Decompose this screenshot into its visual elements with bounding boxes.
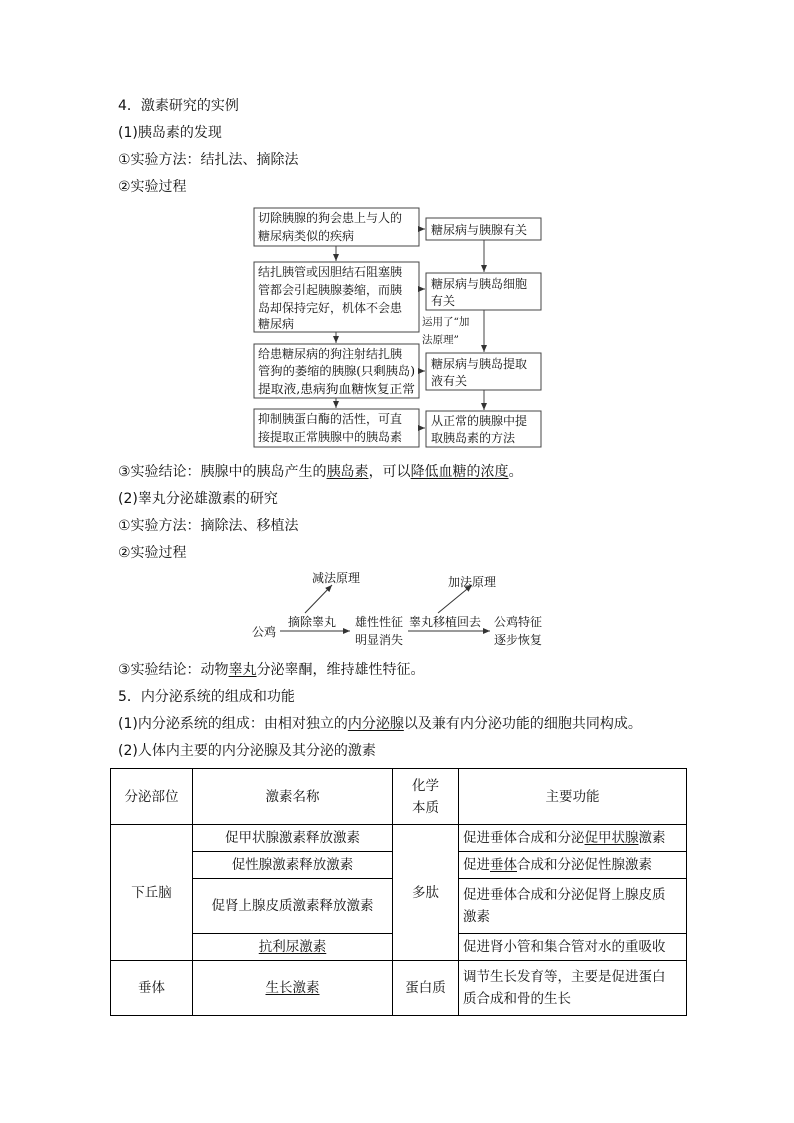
endocrine-glands-table bbox=[110, 768, 687, 1016]
section-4-heading: 4．激素研究的实例 bbox=[118, 98, 239, 114]
endocrine-composition: (1)内分泌系统的组成：由相对独立的内分泌腺以及兼有内分泌功能的细胞共同构成。 bbox=[118, 716, 642, 732]
testis-method: ①实验方法：摘除法、移植法 bbox=[118, 518, 299, 534]
start-rooster: 公鸡 bbox=[252, 625, 277, 639]
right-box-3-line: 糖尿病与胰岛提取 bbox=[431, 357, 528, 371]
arrow-principle-1 bbox=[305, 585, 332, 613]
header-function: 主要功能 bbox=[459, 769, 687, 825]
header-name: 激素名称 bbox=[193, 769, 393, 825]
right-box-4-line: 从正常的胰腺中提 bbox=[431, 414, 528, 428]
insulin-method: ①实验方法：结扎法、摘除法 bbox=[118, 152, 299, 168]
hormone-name: 促肾上腺皮质激素释放激素 bbox=[193, 879, 393, 934]
hormone-name: 生长激素 bbox=[193, 961, 393, 1016]
left-box-4-line: 抑制胰蛋白酶的活性，可直 bbox=[258, 412, 403, 426]
right-box-2-line: 糖尿病与胰岛细胞 bbox=[431, 277, 528, 291]
nature-polypeptide: 多肽 bbox=[393, 825, 459, 961]
left-box-2-line: 岛却保持完好，机体不会患 bbox=[258, 301, 403, 315]
mid-result: 雄性性征 bbox=[355, 615, 404, 629]
site-hypothalamus: 下丘脑 bbox=[111, 825, 193, 961]
right-box-1-line: 糖尿病与胰腺有关 bbox=[431, 223, 528, 237]
hormone-name: 促甲状腺激素释放激素 bbox=[193, 825, 393, 852]
insulin-conclusion: ③实验结论：胰腺中的胰岛产生的胰岛素，可以降低血糖的浓度。 bbox=[118, 464, 523, 480]
hormone-name: 促性腺激素释放激素 bbox=[193, 852, 393, 879]
principle-subtraction: 减法原理 bbox=[312, 571, 361, 585]
hormone-function: 促进垂体合成和分泌促甲状腺激素 bbox=[459, 825, 687, 852]
principle-addition: 加法原理 bbox=[448, 575, 497, 589]
hormone-name: 抗利尿激素 bbox=[193, 934, 393, 961]
insulin-title: (1)胰岛素的发现 bbox=[118, 125, 222, 141]
left-box-1-line: 糖尿病类似的疾病 bbox=[258, 229, 355, 243]
left-box-2-line: 管都会引起胰腺萎缩，而胰 bbox=[258, 283, 403, 297]
table-row bbox=[111, 825, 687, 852]
left-box-4-line: 接提取正常胰腺中的胰岛素 bbox=[258, 430, 403, 444]
nature-protein: 蛋白质 bbox=[393, 961, 459, 1016]
hormone-function: 促进肾小管和集合管对水的重吸收 bbox=[459, 934, 687, 961]
principle-note: 法原理” bbox=[422, 334, 459, 346]
table-row bbox=[111, 961, 687, 1016]
principle-note: 运用了“加 bbox=[422, 316, 470, 328]
end-result: 逐步恢复 bbox=[494, 633, 543, 647]
right-box-2-line: 有关 bbox=[431, 294, 456, 308]
end-result: 公鸡特征 bbox=[494, 615, 543, 629]
mid-result: 明显消失 bbox=[355, 633, 404, 647]
header-site: 分泌部位 bbox=[111, 769, 193, 825]
glands-table-title: (2)人体内主要的内分泌腺及其分泌的激素 bbox=[118, 743, 376, 759]
left-box-2-line: 糖尿病 bbox=[258, 317, 295, 331]
insulin-process-label: ②实验过程 bbox=[118, 179, 187, 195]
header-nature: 化学 本质 bbox=[393, 769, 459, 825]
left-box-3-line: 提取液,患病狗血糖恢复正常 bbox=[258, 382, 406, 396]
step-transplant: 睾丸移植回去 bbox=[409, 615, 482, 629]
right-box-4-line: 取胰岛素的方法 bbox=[431, 431, 516, 445]
hormone-function: 促进垂体合成和分泌促肾上腺皮质 激素 bbox=[459, 879, 687, 934]
section-5-heading: 5．内分泌系统的组成和功能 bbox=[118, 689, 295, 705]
right-box-3-line: 液有关 bbox=[431, 374, 468, 388]
hormone-function: 调节生长发育等，主要是促进蛋白 质合成和骨的生长 bbox=[459, 961, 687, 1016]
testis-flowchart bbox=[0, 560, 794, 660]
left-box-3-line: 管狗的萎缩的胰腺(只剩胰岛) bbox=[258, 364, 412, 378]
step-remove-testis: 摘除睾丸 bbox=[288, 615, 337, 629]
arrow-principle-2 bbox=[438, 585, 472, 613]
table-header-row bbox=[111, 769, 687, 825]
left-box-1-line: 切除胰腺的狗会患上与人的 bbox=[258, 211, 403, 225]
testis-process-label: ②实验过程 bbox=[118, 545, 187, 561]
site-pituitary: 垂体 bbox=[111, 961, 193, 1016]
left-box-2-line: 结扎胰管或因胆结石阻塞胰 bbox=[258, 265, 403, 279]
insulin-flowchart bbox=[0, 0, 794, 460]
testis-title: (2)睾丸分泌雄激素的研究 bbox=[118, 491, 278, 507]
testis-conclusion: ③实验结论：动物睾丸分泌睾酮，维持雄性特征。 bbox=[118, 662, 425, 678]
hormone-function: 促进垂体合成和分泌促性腺激素 bbox=[459, 852, 687, 879]
left-box-3-line: 给患糖尿病的狗注射结扎胰 bbox=[258, 347, 403, 361]
